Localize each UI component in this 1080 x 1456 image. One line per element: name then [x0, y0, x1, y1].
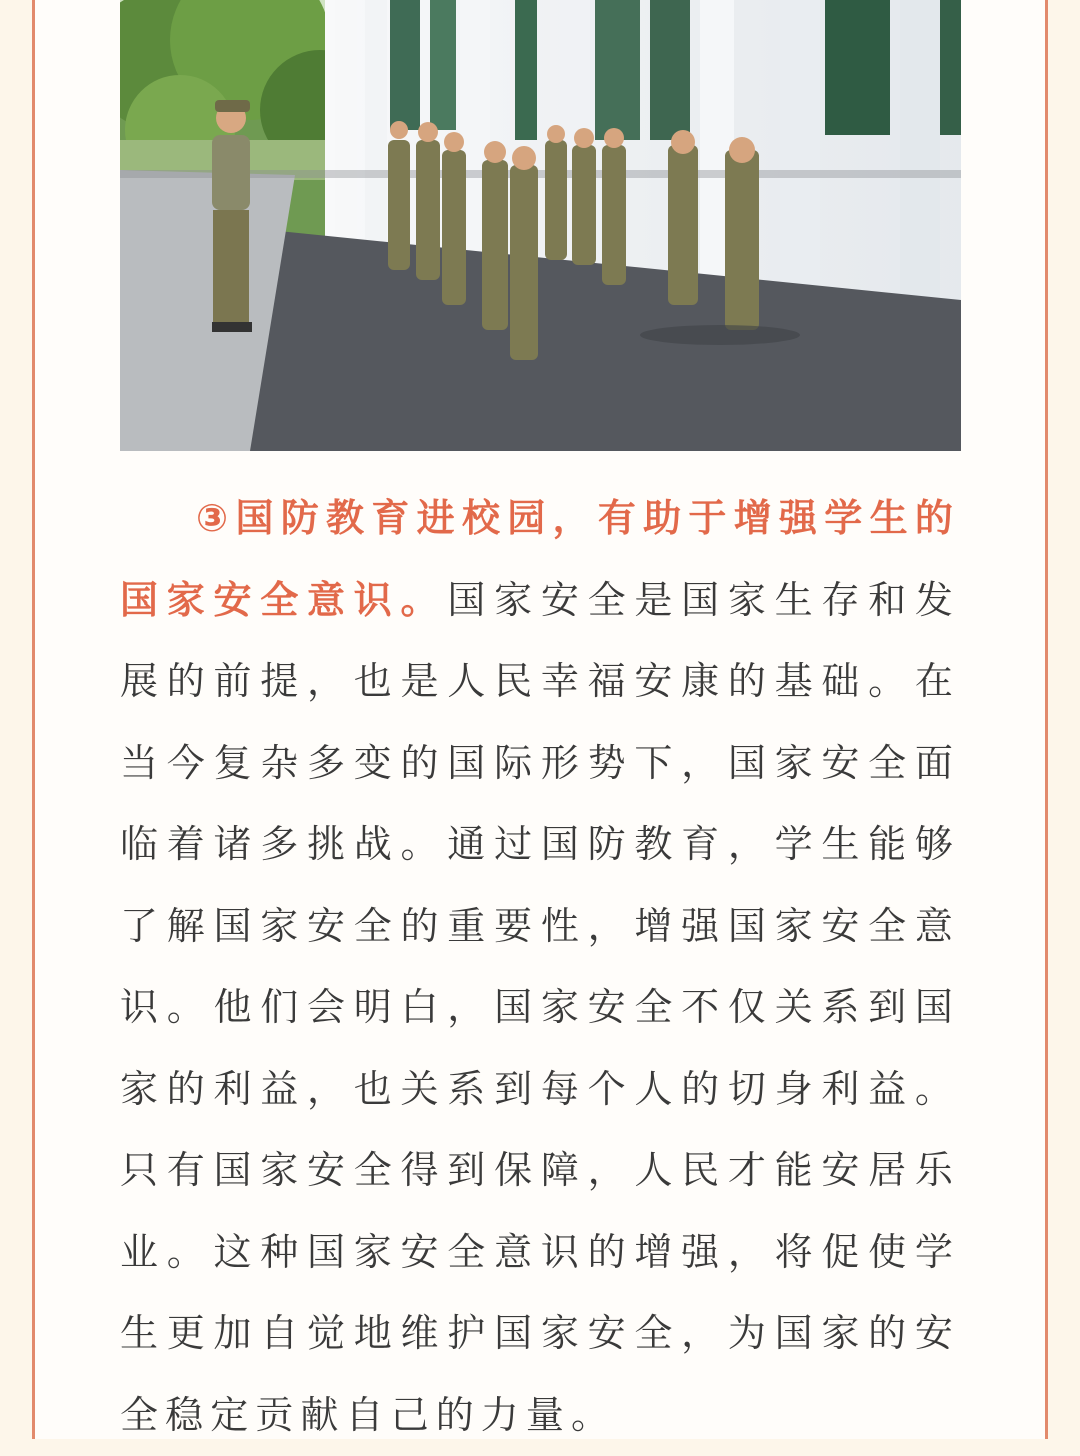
article-body: 国家安全是国家生存和发展的前提，也是人民幸福安康的基础。在当今复杂多变的国际形势下，国家安全面临着诸多挑战。通过国防教育，学生能够了解国家安全的重要性，增强国家安全意识。他们会明白，国家安全不仅关系到国家的利益，也关系到每个人的切身利益。只有国家安全得到保障，人民才能安居乐业。这种国家安全意识的增强，将促使学生更加自觉地维护国家安全，为国家的安全稳定贡献自己的力量。: [120, 577, 960, 1437]
article-photo: [120, 0, 961, 451]
article-lead: ③国防教育进校园，有助于增强学生的国家安全意识。: [120, 496, 960, 622]
article-paragraph: [120, 478, 960, 1456]
